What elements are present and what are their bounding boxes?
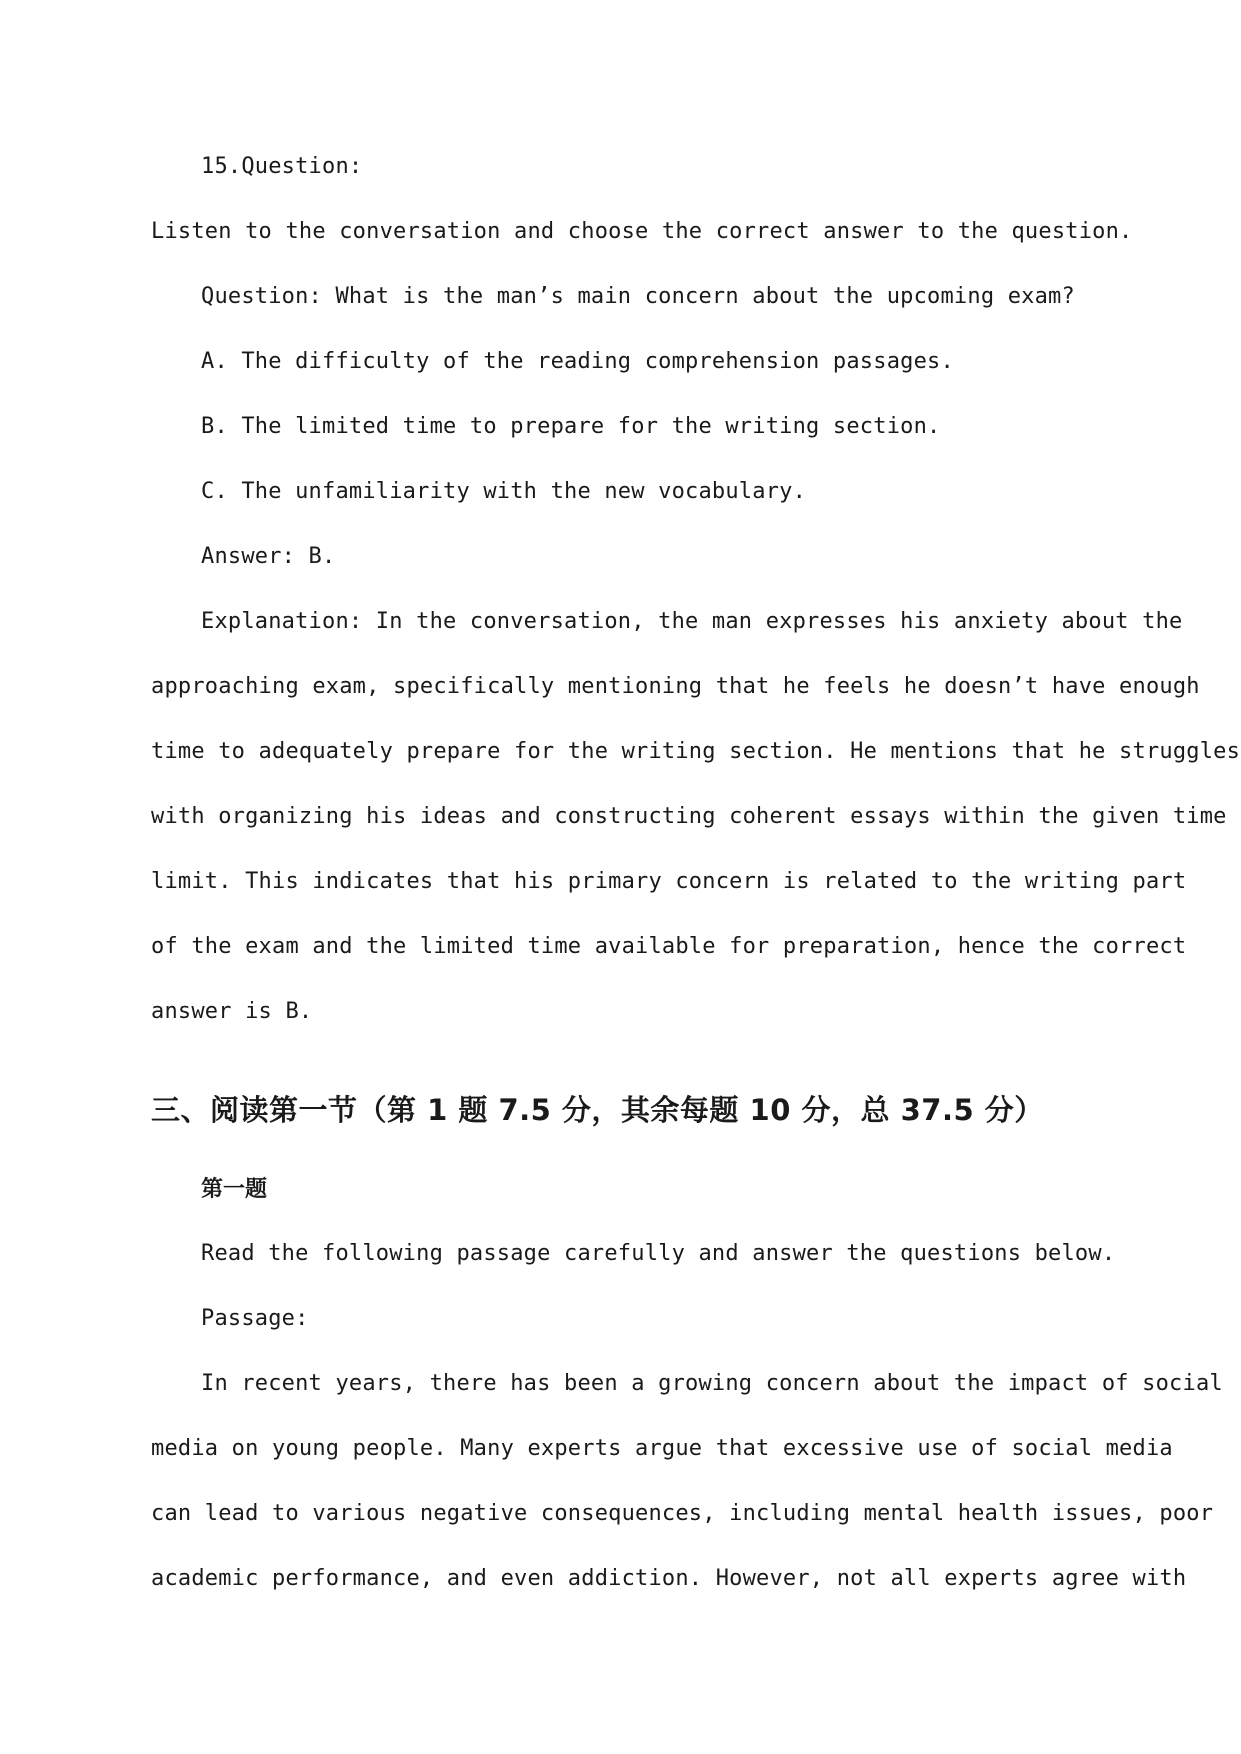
section-subheading: 第一题 xyxy=(201,1177,268,1202)
explanation-line: limit. This indicates that his primary concern is related to the writing part xyxy=(151,869,1187,894)
explanation-line: Explanation: In the conversation, the man expresses his anxiety about the xyxy=(201,609,1183,634)
reading-instruction: Read the following passage carefully and answer the questions below. xyxy=(201,1241,1116,1266)
explanation-line: answer is B. xyxy=(151,999,313,1024)
passage-line: can lead to various negative consequences, including mental health issues, poor xyxy=(151,1501,1214,1526)
explanation-line: of the exam and the limited time available for preparation, hence the correct xyxy=(151,934,1187,959)
section-heading: 三、阅读第一节（第 1 题 7.5 分，其余每题 10 分，总 37.5 分） xyxy=(151,1093,1044,1127)
explanation-line: with organizing his ideas and constructing coherent essays within the given time xyxy=(151,804,1227,829)
passage-line: In recent years, there has been a growing concern about the impact of social xyxy=(201,1371,1223,1396)
question-number: 15.Question: xyxy=(201,154,363,179)
option-c: C. The unfamiliarity with the new vocabulary. xyxy=(201,479,807,504)
passage-line: media on young people. Many experts argue that excessive use of social media xyxy=(151,1436,1173,1461)
answer-line: Answer: B. xyxy=(201,544,336,569)
question-instruction: Listen to the conversation and choose the correct answer to the question. xyxy=(151,219,1133,244)
question-text: Question: What is the man’s main concern about the upcoming exam? xyxy=(201,284,1075,309)
explanation-line: approaching exam, specifically mentioning that he feels he doesn’t have enough xyxy=(151,674,1200,699)
option-b: B. The limited time to prepare for the writing section. xyxy=(201,414,941,439)
passage-line: academic performance, and even addiction. However, not all experts agree with xyxy=(151,1566,1187,1591)
option-a: A. The difficulty of the reading comprehension passages. xyxy=(201,349,954,374)
passage-label: Passage: xyxy=(201,1306,309,1331)
explanation-line: time to adequately prepare for the writing section. He mentions that he struggles xyxy=(151,739,1241,764)
